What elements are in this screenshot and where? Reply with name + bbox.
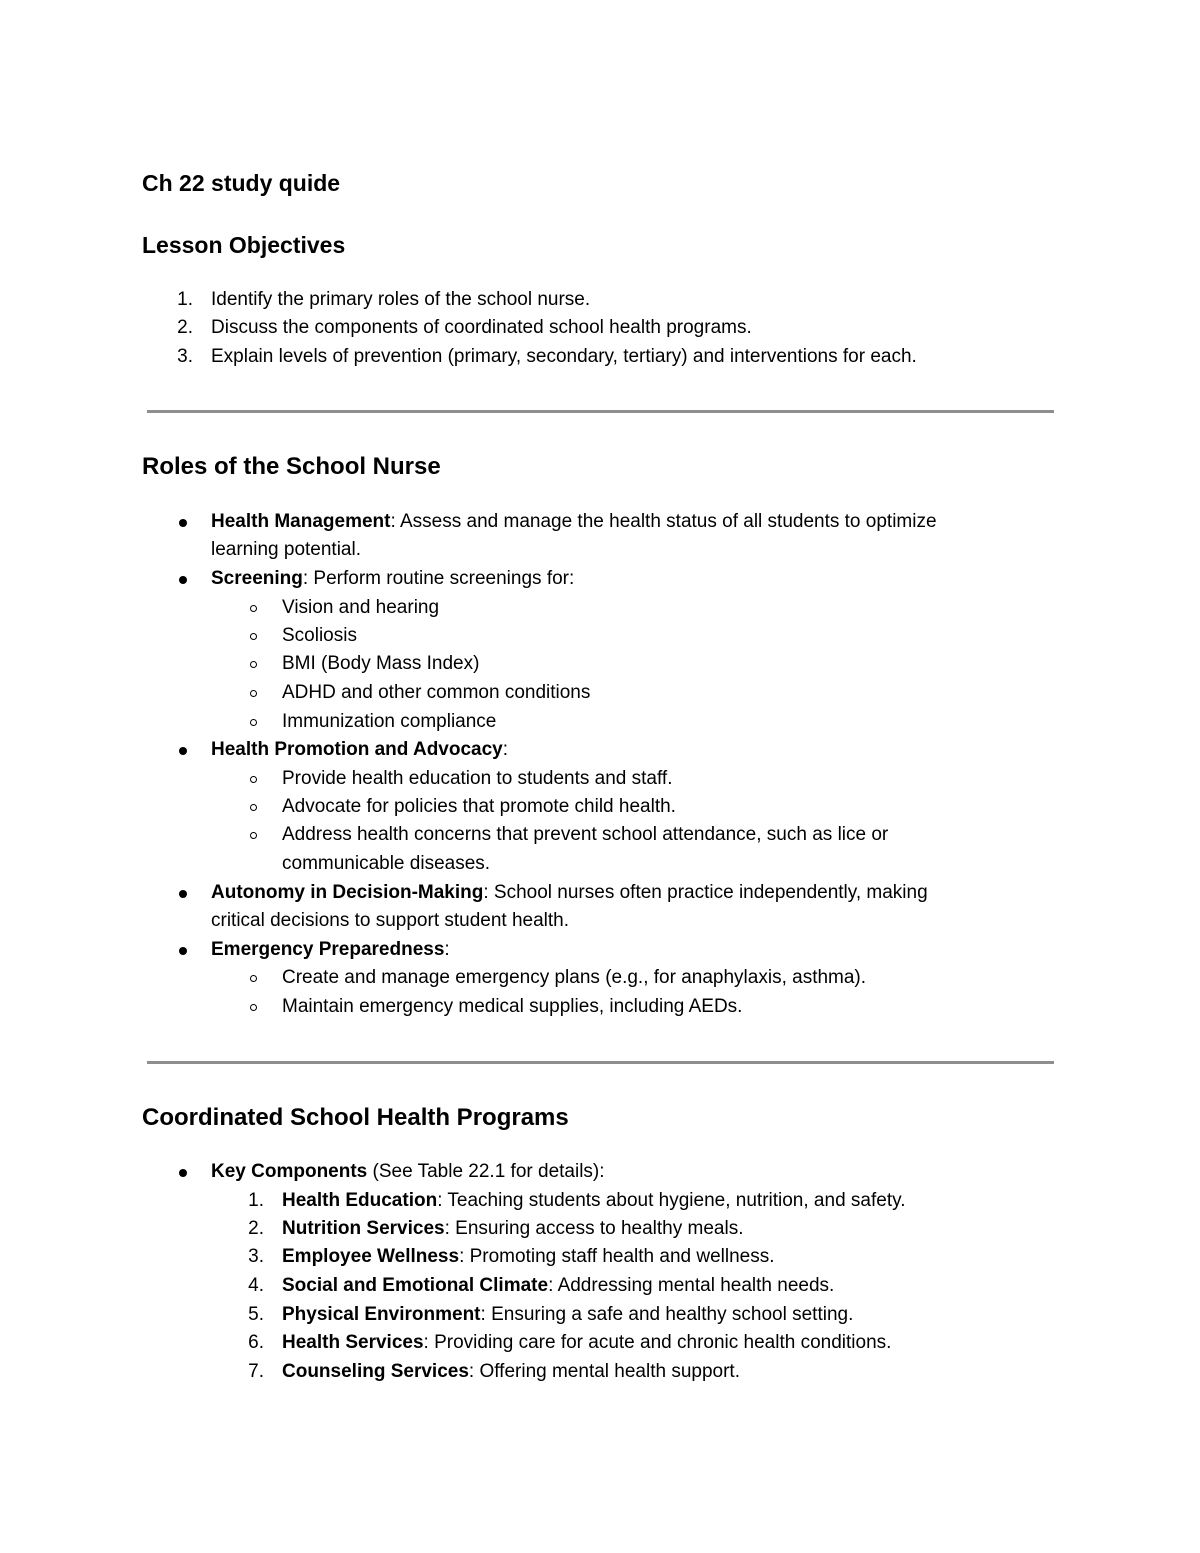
term-label: Health Services (282, 1332, 424, 1353)
sub-list-item: Immunization compliance (282, 711, 497, 732)
term-label: Autonomy in Decision-Making (211, 882, 484, 903)
term-description: : Providing care for acute and chronic health conditions. (423, 1332, 892, 1353)
sub-list-item: BMI (Body Mass Index) (282, 653, 480, 674)
bullet-icon (179, 947, 187, 955)
objective-number: 2. (177, 317, 193, 338)
sub-bullet-icon (250, 690, 257, 697)
term-label: Physical Environment (282, 1304, 481, 1325)
sub-list-item: Address health concerns that prevent school attendance, such as lice or (282, 824, 889, 845)
programs-heading: Coordinated School Health Programs (142, 1104, 569, 1131)
term-description: : (502, 739, 509, 760)
list-item-health-promotion (211, 736, 508, 764)
bullet-icon (179, 890, 187, 898)
term-label: Nutrition Services (282, 1218, 445, 1239)
component-number: 3. (248, 1246, 264, 1267)
sub-bullet-icon (250, 1004, 257, 1011)
sub-bullet-icon (250, 975, 257, 982)
component-number: 6. (248, 1332, 264, 1353)
term-description: : Ensuring access to healthy meals. (444, 1218, 744, 1239)
sub-list-item: ADHD and other common conditions (282, 682, 591, 703)
sub-list-item: Vision and hearing (282, 597, 440, 618)
sub-list-item-continuation: communicable diseases. (282, 853, 491, 874)
component-item (282, 1301, 853, 1329)
term-description: : (444, 939, 450, 960)
component-item (282, 1329, 891, 1357)
term-label: Health Management (211, 511, 391, 532)
list-item-autonomy (211, 879, 928, 907)
list-item-emergency-preparedness (211, 936, 450, 964)
sub-list-item: Maintain emergency medical supplies, including AEDs. (282, 996, 743, 1017)
sub-list-item: Advocate for policies that promote child health. (282, 796, 676, 817)
component-item (282, 1358, 740, 1386)
component-number: 2. (248, 1218, 264, 1239)
sub-bullet-icon (250, 633, 257, 640)
sub-bullet-icon (250, 719, 257, 726)
objective-item: Identify the primary roles of the school nurse. (211, 289, 591, 310)
list-item-screening (211, 565, 574, 593)
bullet-icon (179, 747, 187, 755)
sub-bullet-icon (250, 804, 257, 811)
objective-item: Discuss the components of coordinated school health programs. (211, 317, 752, 338)
horizontal-divider (147, 1061, 1054, 1064)
component-item (282, 1215, 743, 1243)
sub-bullet-icon (250, 661, 257, 668)
sub-bullet-icon (250, 832, 257, 839)
list-item-health-management (211, 508, 937, 536)
term-description: : School nurses often practice independently, making (483, 882, 928, 903)
list-item-continuation: learning potential. (211, 539, 361, 560)
term-label: Social and Emotional Climate (282, 1275, 549, 1296)
term-description: : Assess and manage the health status of all students to optimize (390, 511, 937, 532)
bullet-icon (179, 1169, 187, 1177)
term-label: Emergency Preparedness (211, 939, 445, 960)
component-item (282, 1187, 905, 1215)
term-description: : Ensuring a safe and healthy school setting. (480, 1304, 854, 1325)
sub-bullet-icon (250, 776, 257, 783)
roles-heading: Roles of the School Nurse (142, 453, 441, 480)
objectives-heading: Lesson Objectives (142, 232, 346, 258)
term-description: : Offering mental health support. (468, 1361, 740, 1382)
term-description: : Promoting staff health and wellness. (459, 1246, 775, 1267)
objective-number: 3. (177, 346, 193, 367)
term-label: Employee Wellness (282, 1246, 460, 1267)
term-label: Health Education (282, 1190, 438, 1211)
component-item (282, 1272, 834, 1300)
bullet-icon (179, 519, 187, 527)
horizontal-divider (147, 410, 1054, 413)
objective-number: 1. (177, 289, 193, 310)
bullet-icon (179, 576, 187, 584)
term-label: Screening (211, 568, 303, 589)
sub-bullet-icon (250, 605, 257, 612)
term-label: Health Promotion and Advocacy (211, 739, 503, 760)
term-label: Key Components (211, 1161, 368, 1182)
component-number: 5. (248, 1304, 264, 1325)
sub-list-item: Create and manage emergency plans (e.g., for anaphylaxis, asthma). (282, 967, 867, 988)
component-number: 7. (248, 1361, 264, 1382)
term-label: Counseling Services (282, 1361, 469, 1382)
list-item-continuation: critical decisions to support student health. (211, 910, 570, 931)
list-item-key-components (211, 1158, 605, 1186)
component-item (282, 1243, 775, 1271)
sub-list-item: Provide health education to students and staff. (282, 768, 673, 789)
term-description: : Addressing mental health needs. (548, 1275, 835, 1296)
term-description: (See Table 22.1 for details): (367, 1161, 605, 1182)
objective-item: Explain levels of prevention (primary, secondary, tertiary) and interventions for each. (211, 346, 917, 367)
document-title: Ch 22 study quide (142, 170, 341, 196)
term-description: : Perform routine screenings for: (302, 568, 575, 589)
component-number: 4. (248, 1275, 264, 1296)
term-description: : Teaching students about hygiene, nutrition, and safety. (437, 1190, 906, 1211)
component-number: 1. (248, 1190, 264, 1211)
sub-list-item: Scoliosis (282, 625, 357, 646)
